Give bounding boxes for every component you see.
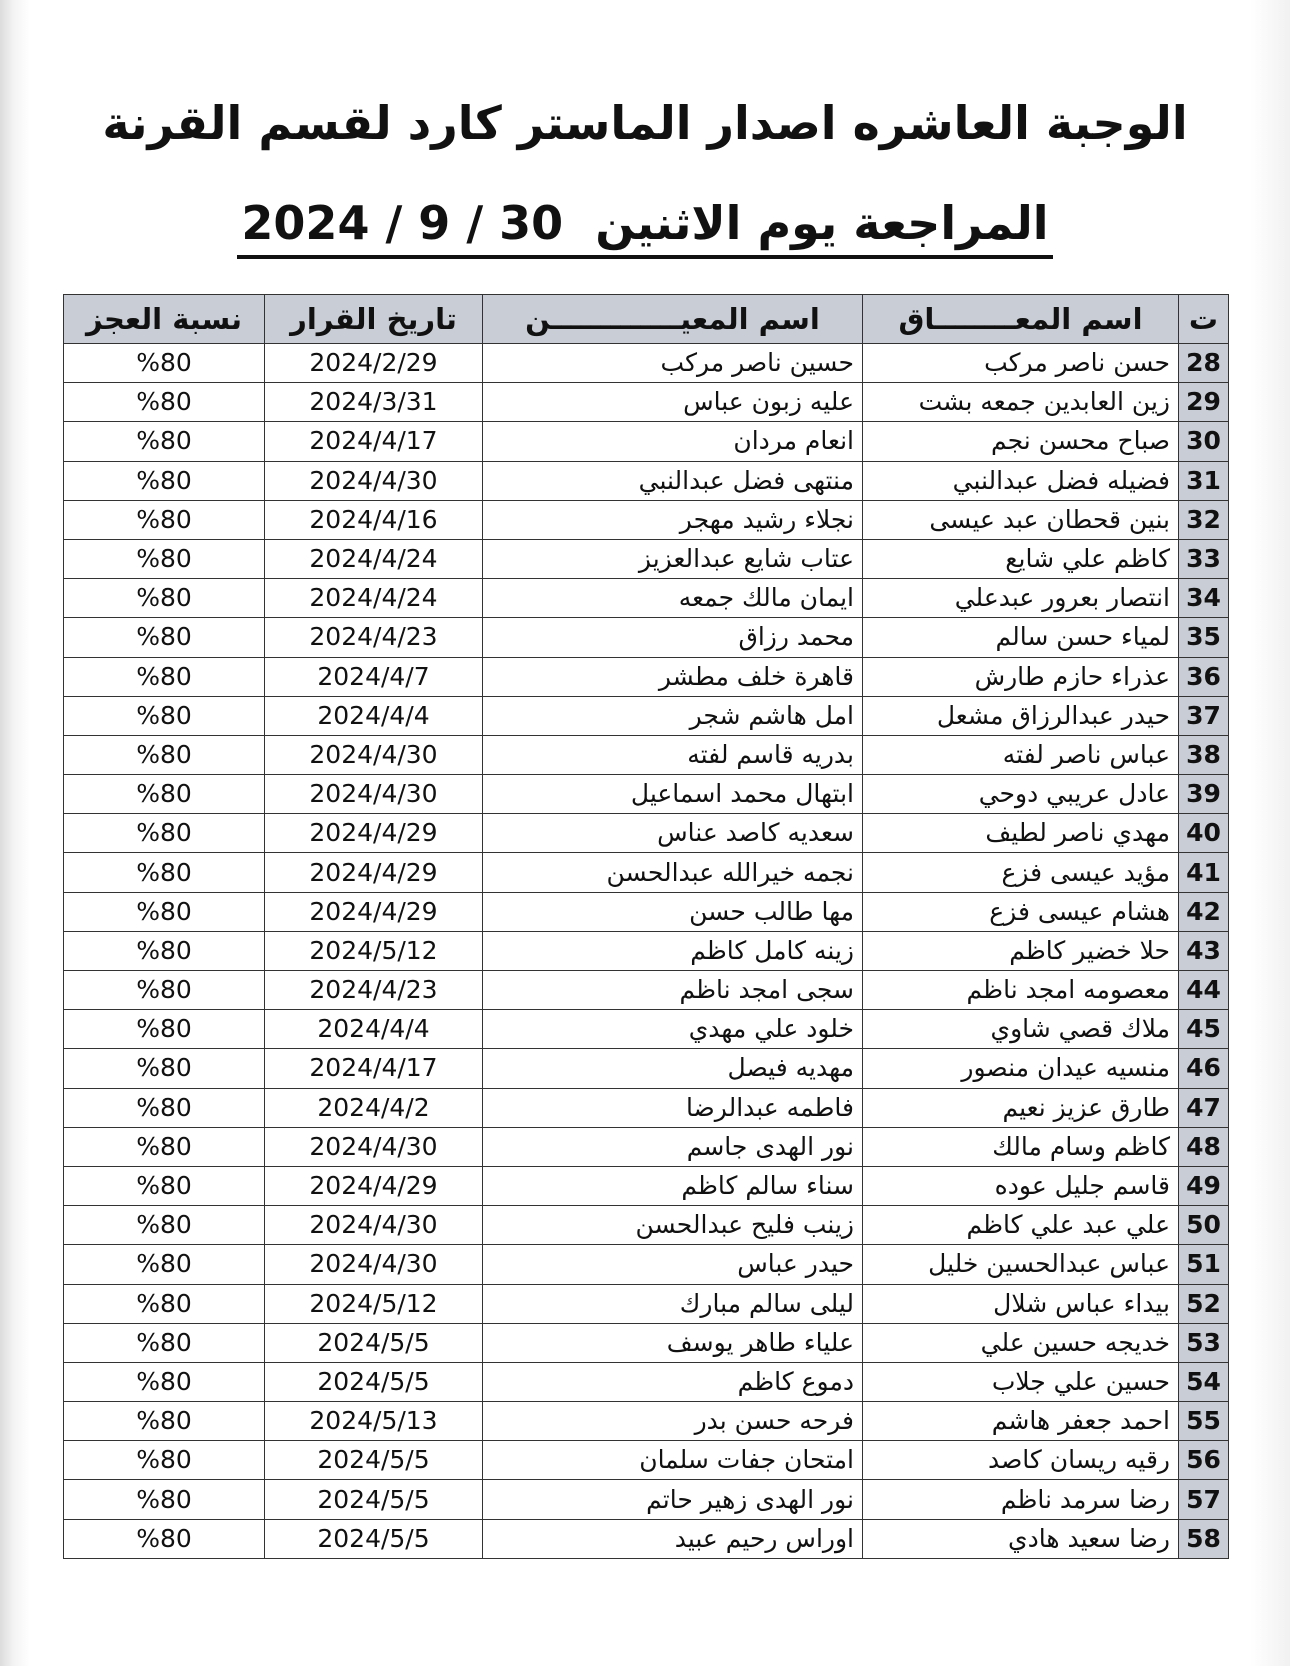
row-number: 32 xyxy=(1179,500,1229,539)
disabled-name-cell: علي عبد علي كاظم xyxy=(863,1206,1179,1245)
disabled-name-cell: مهدي ناصر لطيف xyxy=(863,814,1179,853)
decision-date-cell: 2024/4/4 xyxy=(265,1010,483,1049)
table-row xyxy=(64,1480,1229,1519)
disability-pct-cell: %80 xyxy=(64,696,265,735)
caregiver-name-cell: زينه كامل كاظم xyxy=(483,931,863,970)
caregiver-name-cell: انعام مردان xyxy=(483,422,863,461)
disability-pct-cell: %80 xyxy=(64,1127,265,1166)
table-row xyxy=(64,735,1229,774)
decision-date-cell: 2024/4/23 xyxy=(265,618,483,657)
caregiver-name-cell: نجمه خيرالله عبدالحسن xyxy=(483,853,863,892)
row-number: 30 xyxy=(1179,422,1229,461)
table-row xyxy=(64,931,1229,970)
disability-pct-cell: %80 xyxy=(64,1519,265,1558)
table-row xyxy=(64,1441,1229,1480)
table-row xyxy=(64,1323,1229,1362)
table-row xyxy=(64,853,1229,892)
disability-table xyxy=(63,294,1229,1559)
review-date-text: المراجعة يوم الاثنين 30 / 9 / 2024 xyxy=(237,197,1052,259)
decision-date-cell: 2024/5/13 xyxy=(265,1402,483,1441)
decision-date-cell: 2024/4/30 xyxy=(265,775,483,814)
disabled-name-cell: حسن ناصر مركب xyxy=(863,344,1179,383)
disabled-name-cell: فضيله فضل عبدالنبي xyxy=(863,461,1179,500)
table-header-row xyxy=(64,295,1229,344)
table-row xyxy=(64,1245,1229,1284)
row-number: 48 xyxy=(1179,1127,1229,1166)
caregiver-name-cell: نور الهدى زهير حاتم xyxy=(483,1480,863,1519)
caregiver-name-cell: محمد رزاق xyxy=(483,618,863,657)
decision-date-cell: 2024/4/2 xyxy=(265,1088,483,1127)
caregiver-name-cell: قاهرة خلف مطشر xyxy=(483,657,863,696)
table-row xyxy=(64,1166,1229,1205)
disability-pct-cell: %80 xyxy=(64,931,265,970)
caregiver-name-cell: امتحان جفات سلمان xyxy=(483,1441,863,1480)
disability-pct-cell: %80 xyxy=(64,775,265,814)
disability-pct-cell: %80 xyxy=(64,344,265,383)
disability-pct-cell: %80 xyxy=(64,1402,265,1441)
decision-date-cell: 2024/5/5 xyxy=(265,1480,483,1519)
table-row xyxy=(64,775,1229,814)
disabled-name-cell: حيدر عبدالرزاق مشعل xyxy=(863,696,1179,735)
decision-date-cell: 2024/5/5 xyxy=(265,1519,483,1558)
row-number: 41 xyxy=(1179,853,1229,892)
caregiver-name-cell: ايمان مالك جمعه xyxy=(483,579,863,618)
disabled-name-cell: هشام عيسى فزع xyxy=(863,892,1179,931)
disabled-name-cell: رضا سرمد ناظم xyxy=(863,1480,1179,1519)
decision-date-cell: 2024/4/30 xyxy=(265,735,483,774)
decision-date-cell: 2024/4/23 xyxy=(265,971,483,1010)
caregiver-name-cell: امل هاشم شجر xyxy=(483,696,863,735)
disabled-name-cell: كاظم وسام مالك xyxy=(863,1127,1179,1166)
table-row xyxy=(64,422,1229,461)
disabled-name-cell: كاظم علي شايع xyxy=(863,539,1179,578)
disabled-name-cell: لمياء حسن سالم xyxy=(863,618,1179,657)
disability-pct-cell: %80 xyxy=(64,500,265,539)
disabled-name-cell: زين العابدين جمعه بشت xyxy=(863,383,1179,422)
caregiver-name-cell: حيدر عباس xyxy=(483,1245,863,1284)
decision-date-cell: 2024/4/30 xyxy=(265,461,483,500)
disability-pct-cell: %80 xyxy=(64,657,265,696)
decision-date-cell: 2024/5/5 xyxy=(265,1323,483,1362)
disabled-name-cell: منسيه عيدان منصور xyxy=(863,1049,1179,1088)
disability-pct-cell: %80 xyxy=(64,1480,265,1519)
disability-pct-cell: %80 xyxy=(64,814,265,853)
row-number: 29 xyxy=(1179,383,1229,422)
decision-date-cell: 2024/4/17 xyxy=(265,422,483,461)
decision-date-cell: 2024/4/17 xyxy=(265,1049,483,1088)
decision-date-cell: 2024/4/30 xyxy=(265,1206,483,1245)
caregiver-name-cell: خلود علي مهدي xyxy=(483,1010,863,1049)
decision-date-cell: 2024/4/24 xyxy=(265,539,483,578)
disabled-name-cell: طارق عزيز نعيم xyxy=(863,1088,1179,1127)
table-row xyxy=(64,618,1229,657)
caregiver-name-cell: سعديه كاصد عناس xyxy=(483,814,863,853)
row-number: 36 xyxy=(1179,657,1229,696)
caregiver-name-cell: ابتهال محمد اسماعيل xyxy=(483,775,863,814)
disability-pct-cell: %80 xyxy=(64,853,265,892)
table-row xyxy=(64,1127,1229,1166)
row-number: 39 xyxy=(1179,775,1229,814)
disabled-name-cell: بيداء عباس شلال xyxy=(863,1284,1179,1323)
row-number: 47 xyxy=(1179,1088,1229,1127)
caregiver-name-cell: فاطمه عبدالرضا xyxy=(483,1088,863,1127)
decision-date-cell: 2024/4/29 xyxy=(265,814,483,853)
row-number: 52 xyxy=(1179,1284,1229,1323)
disability-pct-cell: %80 xyxy=(64,1441,265,1480)
table-row xyxy=(64,500,1229,539)
caregiver-name-cell: عليه زبون عباس xyxy=(483,383,863,422)
table-row xyxy=(64,814,1229,853)
disability-pct-cell: %80 xyxy=(64,618,265,657)
caregiver-name-cell: مهديه فيصل xyxy=(483,1049,863,1088)
caregiver-name-cell: حسين ناصر مركب xyxy=(483,344,863,383)
decision-date-cell: 2024/2/29 xyxy=(265,344,483,383)
table-row xyxy=(64,1206,1229,1245)
table-row xyxy=(64,1362,1229,1401)
disability-pct-cell: %80 xyxy=(64,383,265,422)
table-row xyxy=(64,539,1229,578)
decision-date-cell: 2024/5/12 xyxy=(265,1284,483,1323)
table-row xyxy=(64,461,1229,500)
decision-date-cell: 2024/4/16 xyxy=(265,500,483,539)
table-row xyxy=(64,1519,1229,1558)
row-number: 37 xyxy=(1179,696,1229,735)
disabled-name-cell: عذراء حازم طارش xyxy=(863,657,1179,696)
row-number: 42 xyxy=(1179,892,1229,931)
decision-date-cell: 2024/4/4 xyxy=(265,696,483,735)
caregiver-name-cell: سناء سالم كاظم xyxy=(483,1166,863,1205)
row-number: 44 xyxy=(1179,971,1229,1010)
header-disability-pct: نسبة العجز xyxy=(64,295,265,344)
row-number: 51 xyxy=(1179,1245,1229,1284)
table-row xyxy=(64,1284,1229,1323)
header-disabled-name: اسم المعــــــــاق xyxy=(863,295,1179,344)
disability-pct-cell: %80 xyxy=(64,579,265,618)
disability-pct-cell: %80 xyxy=(64,735,265,774)
disabled-name-cell: قاسم جليل عوده xyxy=(863,1166,1179,1205)
header-caregiver-name: اسم المعيـــــــــــــن xyxy=(483,295,863,344)
table-row xyxy=(64,1010,1229,1049)
decision-date-cell: 2024/4/29 xyxy=(265,1166,483,1205)
disability-pct-cell: %80 xyxy=(64,1010,265,1049)
row-number: 35 xyxy=(1179,618,1229,657)
disabled-name-cell: انتصار بعرور عبدعلي xyxy=(863,579,1179,618)
disability-pct-cell: %80 xyxy=(64,539,265,578)
disabled-name-cell: صباح محسن نجم xyxy=(863,422,1179,461)
table-row xyxy=(64,579,1229,618)
disabled-name-cell: مؤيد عيسى فزع xyxy=(863,853,1179,892)
caregiver-name-cell: نور الهدى جاسم xyxy=(483,1127,863,1166)
disability-pct-cell: %80 xyxy=(64,1049,265,1088)
table-row xyxy=(64,383,1229,422)
disability-pct-cell: %80 xyxy=(64,1284,265,1323)
caregiver-name-cell: فرحه حسن بدر xyxy=(483,1402,863,1441)
disability-pct-cell: %80 xyxy=(64,971,265,1010)
header-decision-date: تاريخ القرار xyxy=(265,295,483,344)
disability-pct-cell: %80 xyxy=(64,422,265,461)
caregiver-name-cell: دموع كاظم xyxy=(483,1362,863,1401)
table-row xyxy=(64,971,1229,1010)
row-number: 53 xyxy=(1179,1323,1229,1362)
row-number: 28 xyxy=(1179,344,1229,383)
disabled-name-cell: رقيه ريسان كاصد xyxy=(863,1441,1179,1480)
decision-date-cell: 2024/4/29 xyxy=(265,853,483,892)
disabled-name-cell: خديجه حسين علي xyxy=(863,1323,1179,1362)
table-row xyxy=(64,344,1229,383)
caregiver-name-cell: عتاب شايع عبدالعزيز xyxy=(483,539,863,578)
row-number: 38 xyxy=(1179,735,1229,774)
caregiver-name-cell: ليلى سالم مبارك xyxy=(483,1284,863,1323)
disabled-name-cell: حلا خضير كاظم xyxy=(863,931,1179,970)
disability-pct-cell: %80 xyxy=(64,1088,265,1127)
row-number: 45 xyxy=(1179,1010,1229,1049)
disabled-name-cell: ملاك قصي شاوي xyxy=(863,1010,1179,1049)
table-row xyxy=(64,1088,1229,1127)
caregiver-name-cell: نجلاء رشيد مهجر xyxy=(483,500,863,539)
review-date-heading xyxy=(0,196,1290,259)
caregiver-name-cell: علياء طاهر يوسف xyxy=(483,1323,863,1362)
row-number: 33 xyxy=(1179,539,1229,578)
disability-pct-cell: %80 xyxy=(64,1323,265,1362)
caregiver-name-cell: زينب فليح عبدالحسن xyxy=(483,1206,863,1245)
decision-date-cell: 2024/5/5 xyxy=(265,1362,483,1401)
row-number: 46 xyxy=(1179,1049,1229,1088)
decision-date-cell: 2024/4/30 xyxy=(265,1127,483,1166)
decision-date-cell: 2024/4/29 xyxy=(265,892,483,931)
disability-pct-cell: %80 xyxy=(64,461,265,500)
row-number: 58 xyxy=(1179,1519,1229,1558)
decision-date-cell: 2024/4/24 xyxy=(265,579,483,618)
decision-date-cell: 2024/4/7 xyxy=(265,657,483,696)
disability-pct-cell: %80 xyxy=(64,892,265,931)
row-number: 43 xyxy=(1179,931,1229,970)
table-row xyxy=(64,892,1229,931)
decision-date-cell: 2024/5/12 xyxy=(265,931,483,970)
caregiver-name-cell: بدريه قاسم لفته xyxy=(483,735,863,774)
disability-pct-cell: %80 xyxy=(64,1206,265,1245)
disabled-name-cell: معصومه امجد ناظم xyxy=(863,971,1179,1010)
row-number: 55 xyxy=(1179,1402,1229,1441)
decision-date-cell: 2024/5/5 xyxy=(265,1441,483,1480)
disabled-name-cell: عادل عريبي دوحي xyxy=(863,775,1179,814)
row-number: 40 xyxy=(1179,814,1229,853)
disabled-name-cell: رضا سعيد هادي xyxy=(863,1519,1179,1558)
table-row xyxy=(64,1402,1229,1441)
caregiver-name-cell: اوراس رحيم عبيد xyxy=(483,1519,863,1558)
disability-pct-cell: %80 xyxy=(64,1166,265,1205)
document-title: الوجبة العاشره اصدار الماستر كارد لقسم القرنة xyxy=(102,96,1188,150)
table-row xyxy=(64,1049,1229,1088)
header-num: ت xyxy=(1179,295,1229,344)
disability-pct-cell: %80 xyxy=(64,1245,265,1284)
row-number: 57 xyxy=(1179,1480,1229,1519)
disabled-name-cell: حسين علي جلاب xyxy=(863,1362,1179,1401)
table-body xyxy=(64,344,1229,1559)
row-number: 49 xyxy=(1179,1166,1229,1205)
decision-date-cell: 2024/4/30 xyxy=(265,1245,483,1284)
disabled-name-cell: بنين قحطان عبد عيسى xyxy=(863,500,1179,539)
caregiver-name-cell: سجى امجد ناظم xyxy=(483,971,863,1010)
row-number: 56 xyxy=(1179,1441,1229,1480)
disability-pct-cell: %80 xyxy=(64,1362,265,1401)
row-number: 34 xyxy=(1179,579,1229,618)
table-row xyxy=(64,696,1229,735)
row-number: 31 xyxy=(1179,461,1229,500)
disabled-name-cell: عباس ناصر لفته xyxy=(863,735,1179,774)
decision-date-cell: 2024/3/31 xyxy=(265,383,483,422)
row-number: 54 xyxy=(1179,1362,1229,1401)
caregiver-name-cell: مها طالب حسن xyxy=(483,892,863,931)
table-row xyxy=(64,657,1229,696)
disabled-name-cell: احمد جعفر هاشم xyxy=(863,1402,1179,1441)
caregiver-name-cell: منتهى فضل عبدالنبي xyxy=(483,461,863,500)
disabled-name-cell: عباس عبدالحسين خليل xyxy=(863,1245,1179,1284)
row-number: 50 xyxy=(1179,1206,1229,1245)
